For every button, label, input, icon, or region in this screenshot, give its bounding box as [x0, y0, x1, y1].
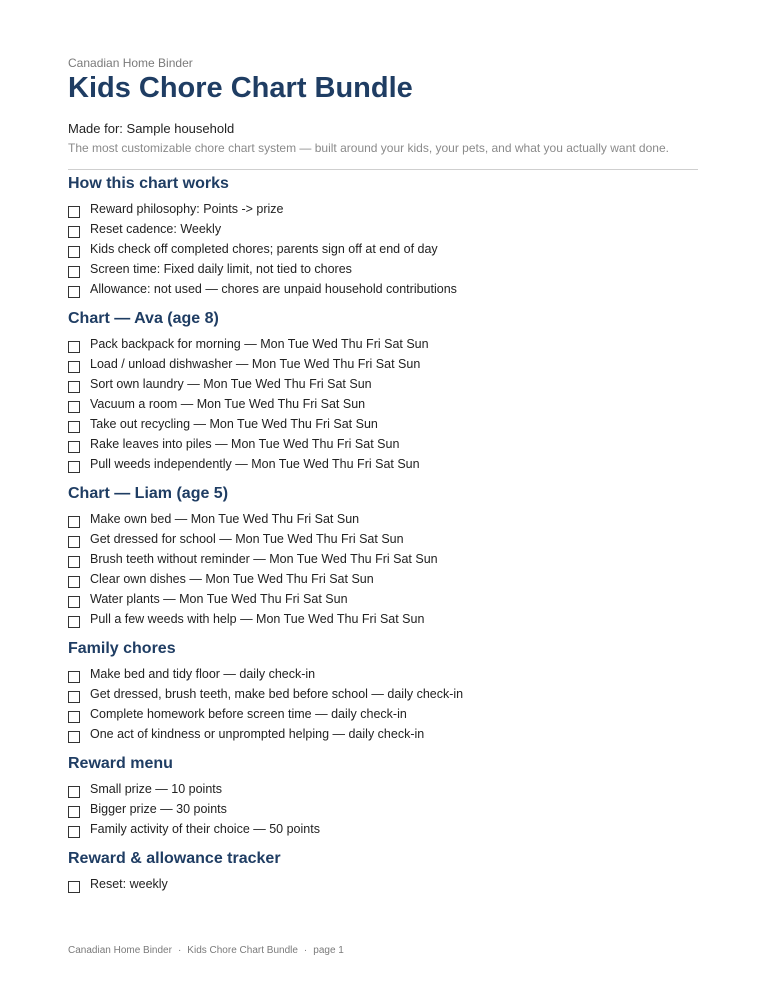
- item-label: Get dressed for school — Mon Tue Wed Thu Fri Sat Sun: [90, 532, 404, 546]
- footer-separator: ·: [177, 945, 182, 956]
- list-item: [68, 780, 698, 800]
- list-item: [68, 260, 698, 280]
- document-page: [68, 56, 698, 170]
- item-label: Kids check off completed chores; parents sign off at end of day: [90, 242, 438, 256]
- checkbox[interactable]: [68, 401, 80, 413]
- header-divider: [68, 169, 698, 170]
- checkbox[interactable]: [68, 711, 80, 723]
- page-footer: [68, 945, 344, 956]
- checkbox[interactable]: [68, 786, 80, 798]
- list-item: [68, 240, 698, 260]
- item-label: Screen time: Fixed daily limit, not tied to chores: [90, 262, 352, 276]
- checkbox[interactable]: [68, 341, 80, 353]
- footer-separator: ·: [303, 945, 308, 956]
- checkbox[interactable]: [68, 731, 80, 743]
- footer-brand: Canadian Home Binder: [68, 945, 172, 956]
- section-family-chores: [68, 639, 698, 745]
- item-label: Get dressed, brush teeth, make bed before school — daily check-in: [90, 687, 464, 701]
- item-label: Family activity of their choice — 50 points: [90, 822, 320, 836]
- list-item: [68, 335, 698, 355]
- checkbox[interactable]: [68, 381, 80, 393]
- checkbox[interactable]: [68, 691, 80, 703]
- section-title: Reward & allowance tracker: [68, 850, 281, 867]
- list-item: [68, 435, 698, 455]
- list-item: [68, 355, 698, 375]
- section-title: How this chart works: [68, 175, 229, 192]
- list-item: [68, 665, 698, 685]
- list-item: [68, 725, 698, 745]
- list-item: [68, 550, 698, 570]
- section-chart-liam: [68, 484, 698, 630]
- section-title: Reward menu: [68, 755, 173, 772]
- list-item: [68, 220, 698, 240]
- list-item: [68, 685, 698, 705]
- item-label: Load / unload dishwasher — Mon Tue Wed Thu Fri Sat Sun: [90, 357, 421, 371]
- checkbox[interactable]: [68, 461, 80, 473]
- list-item: [68, 610, 698, 630]
- list-item: [68, 590, 698, 610]
- item-label: Reset: weekly: [90, 877, 168, 891]
- list-item: [68, 200, 698, 220]
- page-title: Kids Chore Chart Bundle: [68, 72, 413, 104]
- item-label: Pack backpack for morning — Mon Tue Wed Thu Fri Sat Sun: [90, 337, 429, 351]
- section-title: Chart — Liam (age 5): [68, 485, 229, 502]
- checkbox[interactable]: [68, 286, 80, 298]
- footer-page-number: page 1: [313, 945, 344, 956]
- list-item: [68, 875, 698, 895]
- list-item: [68, 395, 698, 415]
- item-label: Pull weeds independently — Mon Tue Wed Thu Fri Sat Sun: [90, 457, 420, 471]
- checkbox[interactable]: [68, 361, 80, 373]
- section-title: Chart — Ava (age 8): [68, 310, 219, 327]
- checkbox[interactable]: [68, 246, 80, 258]
- checkbox[interactable]: [68, 556, 80, 568]
- checkbox[interactable]: [68, 576, 80, 588]
- item-label: Make bed and tidy floor — daily check-in: [90, 667, 316, 681]
- list-item: [68, 530, 698, 550]
- item-label: Complete homework before screen time — daily check-in: [90, 707, 407, 721]
- list-item: [68, 415, 698, 435]
- list-item: [68, 705, 698, 725]
- item-label: Bigger prize — 30 points: [90, 802, 227, 816]
- checkbox[interactable]: [68, 826, 80, 838]
- list-item: [68, 800, 698, 820]
- section-how-it-works: [68, 174, 698, 300]
- section-reward-tracker: [68, 849, 698, 895]
- list-item: [68, 510, 698, 530]
- footer-doc-title: Kids Chore Chart Bundle: [187, 945, 298, 956]
- tagline: The most customizable chore chart system — built around your kids, your pets, and what you actually want done.: [68, 141, 669, 155]
- checkbox[interactable]: [68, 881, 80, 893]
- checkbox[interactable]: [68, 806, 80, 818]
- checkbox[interactable]: [68, 421, 80, 433]
- checkbox[interactable]: [68, 616, 80, 628]
- list-item: [68, 375, 698, 395]
- checkbox[interactable]: [68, 671, 80, 683]
- brand-label: Canadian Home Binder: [68, 56, 193, 70]
- section-title: Family chores: [68, 640, 176, 657]
- checkbox[interactable]: [68, 441, 80, 453]
- item-label: Pull a few weeds with help — Mon Tue Wed Thu Fri Sat Sun: [90, 612, 425, 626]
- list-item: [68, 570, 698, 590]
- list-item: [68, 280, 698, 300]
- list-item: [68, 455, 698, 475]
- item-label: Rake leaves into piles — Mon Tue Wed Thu Fri Sat Sun: [90, 437, 400, 451]
- list-item: [68, 820, 698, 840]
- checkbox[interactable]: [68, 536, 80, 548]
- item-label: Sort own laundry — Mon Tue Wed Thu Fri Sat Sun: [90, 377, 372, 391]
- item-label: Allowance: not used — chores are unpaid household contributions: [90, 282, 457, 296]
- item-label: Water plants — Mon Tue Wed Thu Fri Sat Sun: [90, 592, 348, 606]
- item-label: Make own bed — Mon Tue Wed Thu Fri Sat Sun: [90, 512, 360, 526]
- checkbox[interactable]: [68, 226, 80, 238]
- item-label: Reward philosophy: Points -> prize: [90, 202, 284, 216]
- section-chart-ava: [68, 309, 698, 475]
- item-label: Small prize — 10 points: [90, 782, 223, 796]
- checkbox[interactable]: [68, 596, 80, 608]
- item-label: One act of kindness or unprompted helping — daily check-in: [90, 727, 425, 741]
- item-label: Vacuum a room — Mon Tue Wed Thu Fri Sat Sun: [90, 397, 366, 411]
- made-for-line: Made for: Sample household: [68, 121, 235, 136]
- item-label: Take out recycling — Mon Tue Wed Thu Fri Sat Sun: [90, 417, 378, 431]
- item-label: Clear own dishes — Mon Tue Wed Thu Fri Sat Sun: [90, 572, 374, 586]
- checkbox[interactable]: [68, 516, 80, 528]
- item-label: Brush teeth without reminder — Mon Tue Wed Thu Fri Sat Sun: [90, 552, 438, 566]
- section-reward-menu: [68, 754, 698, 840]
- checkbox[interactable]: [68, 206, 80, 218]
- checkbox[interactable]: [68, 266, 80, 278]
- item-label: Reset cadence: Weekly: [90, 222, 222, 236]
